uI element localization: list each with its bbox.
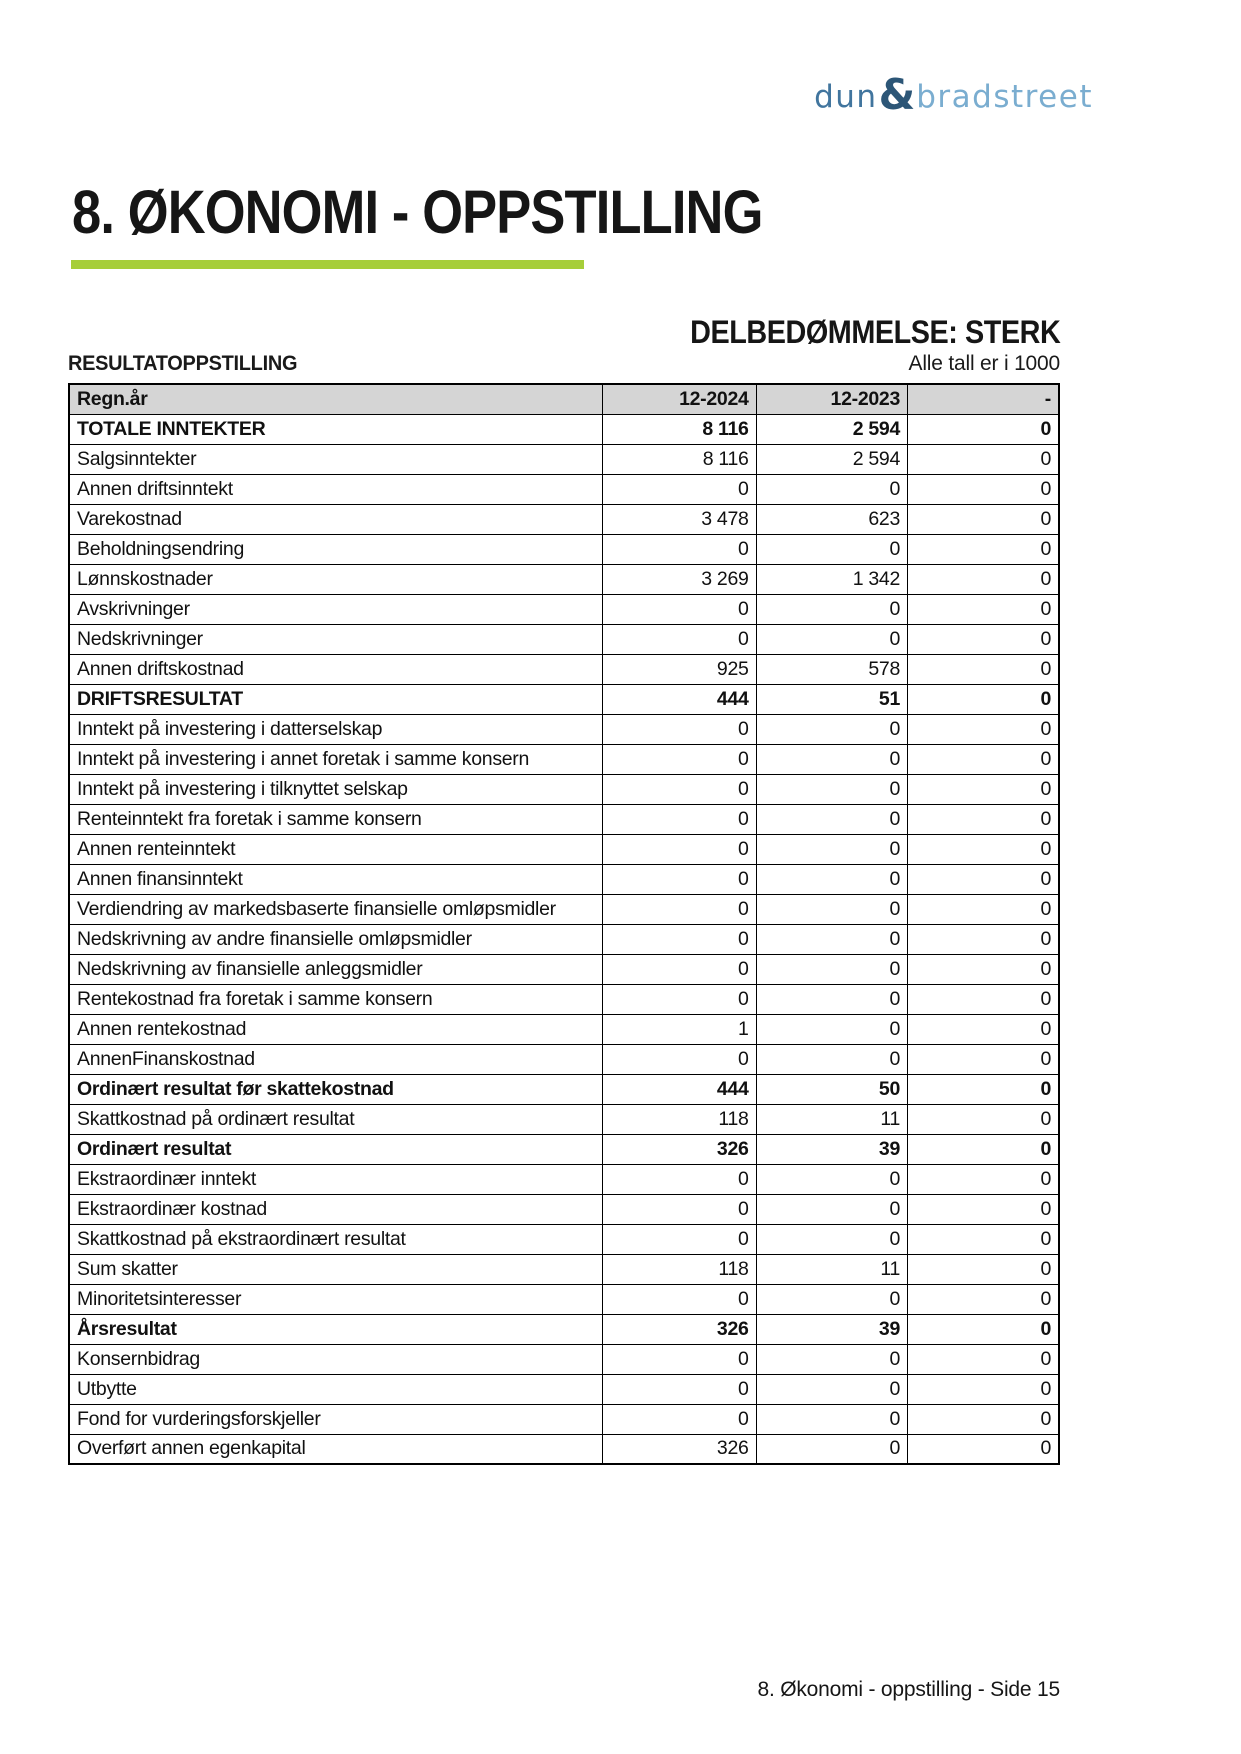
table-row (69, 984, 1059, 1014)
row-label: Beholdningsendring (69, 534, 603, 564)
row-value: 0 (756, 1434, 907, 1464)
row-value: 0 (756, 1404, 907, 1434)
row-value: 326 (603, 1434, 756, 1464)
assessment-heading: DELBEDØMMELSE: STERK (689, 314, 1060, 350)
table-row (69, 1344, 1059, 1374)
row-value: 0 (908, 534, 1059, 564)
row-label: Årsresultat (69, 1314, 603, 1344)
table-row (69, 1434, 1059, 1464)
table-row (69, 834, 1059, 864)
table-row (69, 414, 1059, 444)
row-value: 0 (908, 1014, 1059, 1044)
row-value: 3 269 (603, 564, 756, 594)
row-value: 0 (603, 804, 756, 834)
row-value: 0 (756, 714, 907, 744)
row-value: 0 (603, 1404, 756, 1434)
table-row (69, 444, 1059, 474)
row-label: Skattkostnad på ekstraordinært resultat (69, 1224, 603, 1254)
row-value: 0 (603, 1374, 756, 1404)
row-label: Ordinært resultat (69, 1134, 603, 1164)
row-value: 0 (603, 834, 756, 864)
table-row (69, 1194, 1059, 1224)
row-value: 0 (908, 864, 1059, 894)
table-row (69, 1374, 1059, 1404)
row-label: Sum skatter (69, 1254, 603, 1284)
row-value: 0 (603, 1164, 756, 1194)
row-value: 0 (908, 834, 1059, 864)
row-value: 0 (908, 774, 1059, 804)
row-value: 50 (756, 1074, 907, 1104)
row-label: Annen rentekostnad (69, 1014, 603, 1044)
row-label: Minoritetsinteresser (69, 1284, 603, 1314)
table-row (69, 1074, 1059, 1104)
row-value: 0 (756, 1344, 907, 1374)
row-value: 0 (756, 1044, 907, 1074)
table-row (69, 684, 1059, 714)
row-value: 0 (908, 444, 1059, 474)
row-value: 0 (603, 594, 756, 624)
page-content (68, 0, 1060, 1754)
row-value: 0 (908, 414, 1059, 444)
table-row (69, 1254, 1059, 1284)
row-label: Nedskrivninger (69, 624, 603, 654)
row-value: 0 (908, 1434, 1059, 1464)
row-value: 0 (756, 774, 907, 804)
row-value: 326 (603, 1314, 756, 1344)
row-value: 0 (908, 714, 1059, 744)
row-value: 0 (908, 1224, 1059, 1254)
row-value: 0 (908, 1254, 1059, 1284)
row-label: DRIFTSRESULTAT (69, 684, 603, 714)
row-value: 1 342 (756, 564, 907, 594)
row-value: 0 (603, 1284, 756, 1314)
row-label: Ekstraordinær inntekt (69, 1164, 603, 1194)
units-note: Alle tall er i 1000 (908, 352, 1060, 375)
row-label: Nedskrivning av finansielle anleggsmidler (69, 954, 603, 984)
column-header-12-2023: 12-2023 (756, 384, 907, 414)
row-value: 0 (908, 474, 1059, 504)
title-accent-bar (71, 260, 584, 269)
table-row (69, 1014, 1059, 1044)
row-value: 0 (908, 1134, 1059, 1164)
row-value: 0 (756, 984, 907, 1014)
row-label: TOTALE INNTEKTER (69, 414, 603, 444)
table-body (69, 414, 1059, 1464)
row-value: 0 (756, 1374, 907, 1404)
table-row (69, 744, 1059, 774)
row-label: Ekstraordinær kostnad (69, 1194, 603, 1224)
row-value: 0 (908, 894, 1059, 924)
row-value: 0 (756, 924, 907, 954)
row-value: 8 116 (603, 414, 756, 444)
row-value: 0 (756, 1284, 907, 1314)
table-row (69, 894, 1059, 924)
row-value: 39 (756, 1134, 907, 1164)
row-value: 925 (603, 654, 756, 684)
logo-text-dun: dun (814, 79, 878, 115)
row-value: 39 (756, 1314, 907, 1344)
row-value: 0 (908, 684, 1059, 714)
row-label: Inntekt på investering i annet foretak i samme konsern (69, 744, 603, 774)
row-value: 0 (756, 1014, 907, 1044)
table-row (69, 594, 1059, 624)
row-value: 0 (908, 804, 1059, 834)
row-value: 0 (908, 984, 1059, 1014)
table-row (69, 534, 1059, 564)
table-row (69, 1314, 1059, 1344)
row-value: 3 478 (603, 504, 756, 534)
table-row (69, 864, 1059, 894)
row-value: 1 (603, 1014, 756, 1044)
row-value: 2 594 (756, 414, 907, 444)
row-value: 0 (756, 534, 907, 564)
row-value: 0 (756, 744, 907, 774)
table-row (69, 564, 1059, 594)
row-value: 0 (603, 624, 756, 654)
row-value: 0 (908, 564, 1059, 594)
row-label: Renteinntekt fra foretak i samme konsern (69, 804, 603, 834)
page-footer: 8. Økonomi - oppstilling - Side 15 (757, 1678, 1060, 1701)
row-value: 0 (908, 954, 1059, 984)
row-value: 0 (908, 1374, 1059, 1404)
row-value: 11 (756, 1104, 907, 1134)
row-value: 444 (603, 684, 756, 714)
row-value: 0 (603, 864, 756, 894)
row-value: 0 (908, 744, 1059, 774)
row-value: 0 (603, 954, 756, 984)
row-label: Lønnskostnader (69, 564, 603, 594)
row-label: Annen driftskostnad (69, 654, 603, 684)
row-value: 0 (756, 1194, 907, 1224)
row-value: 0 (756, 954, 907, 984)
table-row (69, 624, 1059, 654)
row-value: 8 116 (603, 444, 756, 474)
row-value: 0 (908, 1104, 1059, 1134)
row-label: Skattkostnad på ordinært resultat (69, 1104, 603, 1134)
income-statement-table (68, 383, 1060, 1465)
table-row (69, 804, 1059, 834)
row-value: 0 (908, 1044, 1059, 1074)
row-value: 0 (756, 804, 907, 834)
row-value: 0 (603, 924, 756, 954)
table-row (69, 774, 1059, 804)
row-value: 0 (908, 654, 1059, 684)
row-value: 0 (603, 774, 756, 804)
row-value: 444 (603, 1074, 756, 1104)
row-value: 0 (603, 1344, 756, 1374)
row-value: 0 (603, 714, 756, 744)
table-row (69, 1134, 1059, 1164)
row-label: Avskrivninger (69, 594, 603, 624)
row-value: 0 (908, 594, 1059, 624)
row-label: Inntekt på investering i tilknyttet selskap (69, 774, 603, 804)
row-label: Verdiendring av markedsbaserte finansielle omløpsmidler (69, 894, 603, 924)
row-value: 0 (908, 624, 1059, 654)
row-value: 0 (756, 834, 907, 864)
row-value: 0 (908, 1404, 1059, 1434)
row-label: Annen finansinntekt (69, 864, 603, 894)
row-value: 0 (603, 534, 756, 564)
row-value: 0 (908, 1194, 1059, 1224)
row-value: 0 (756, 894, 907, 924)
table-row (69, 474, 1059, 504)
table-row (69, 714, 1059, 744)
row-label: Varekostnad (69, 504, 603, 534)
row-label: Inntekt på investering i datterselskap (69, 714, 603, 744)
table-row (69, 504, 1059, 534)
row-value: 0 (603, 1194, 756, 1224)
table-row (69, 1104, 1059, 1134)
row-value: 0 (756, 624, 907, 654)
table-row (69, 924, 1059, 954)
row-value: 0 (908, 1284, 1059, 1314)
row-label: AnnenFinanskostnad (69, 1044, 603, 1074)
table-meta-row (68, 352, 1060, 376)
logo-ampersand-icon: & (878, 70, 916, 119)
row-value: 0 (908, 1344, 1059, 1374)
row-value: 0 (908, 1314, 1059, 1344)
table-row (69, 1284, 1059, 1314)
row-value: 0 (756, 1224, 907, 1254)
row-label: Fond for vurderingsforskjeller (69, 1404, 603, 1434)
row-value: 0 (603, 984, 756, 1014)
row-value: 2 594 (756, 444, 907, 474)
row-value: 51 (756, 684, 907, 714)
row-value: 118 (603, 1254, 756, 1284)
logo-text-bradstreet: bradstreet (916, 79, 1093, 115)
page-title: 8. ØKONOMI - OPPSTILLING (72, 178, 763, 246)
column-header-regnar: Regn.år (69, 384, 603, 414)
row-value: 0 (756, 474, 907, 504)
row-label: Annen driftsinntekt (69, 474, 603, 504)
table-header-row (69, 384, 1059, 414)
row-label: Ordinært resultat før skattekostnad (69, 1074, 603, 1104)
row-label: Overført annen egenkapital (69, 1434, 603, 1464)
row-value: 0 (756, 1164, 907, 1194)
row-value: 0 (908, 924, 1059, 954)
table-row (69, 1404, 1059, 1434)
row-value: 0 (603, 1044, 756, 1074)
row-value: 0 (603, 894, 756, 924)
row-value: 0 (603, 1224, 756, 1254)
row-value: 0 (756, 864, 907, 894)
row-value: 11 (756, 1254, 907, 1284)
row-label: Utbytte (69, 1374, 603, 1404)
row-label: Annen renteinntekt (69, 834, 603, 864)
table-row (69, 954, 1059, 984)
row-value: 326 (603, 1134, 756, 1164)
table-row (69, 1044, 1059, 1074)
column-header-dash: - (908, 384, 1059, 414)
row-value: 578 (756, 654, 907, 684)
row-value: 0 (603, 744, 756, 774)
table-row (69, 1224, 1059, 1254)
row-label: Nedskrivning av andre finansielle omløpsmidler (69, 924, 603, 954)
table-title: RESULTATOPPSTILLING (68, 352, 298, 375)
column-header-12-2024: 12-2024 (603, 384, 756, 414)
row-value: 0 (908, 1164, 1059, 1194)
row-label: Konsernbidrag (69, 1344, 603, 1374)
row-value: 0 (908, 504, 1059, 534)
row-label: Salgsinntekter (69, 444, 603, 474)
row-value: 0 (603, 474, 756, 504)
row-value: 0 (756, 594, 907, 624)
table-row (69, 654, 1059, 684)
row-label: Rentekostnad fra foretak i samme konsern (69, 984, 603, 1014)
table-row (69, 1164, 1059, 1194)
row-value: 0 (908, 1074, 1059, 1104)
row-value: 118 (603, 1104, 756, 1134)
row-value: 623 (756, 504, 907, 534)
